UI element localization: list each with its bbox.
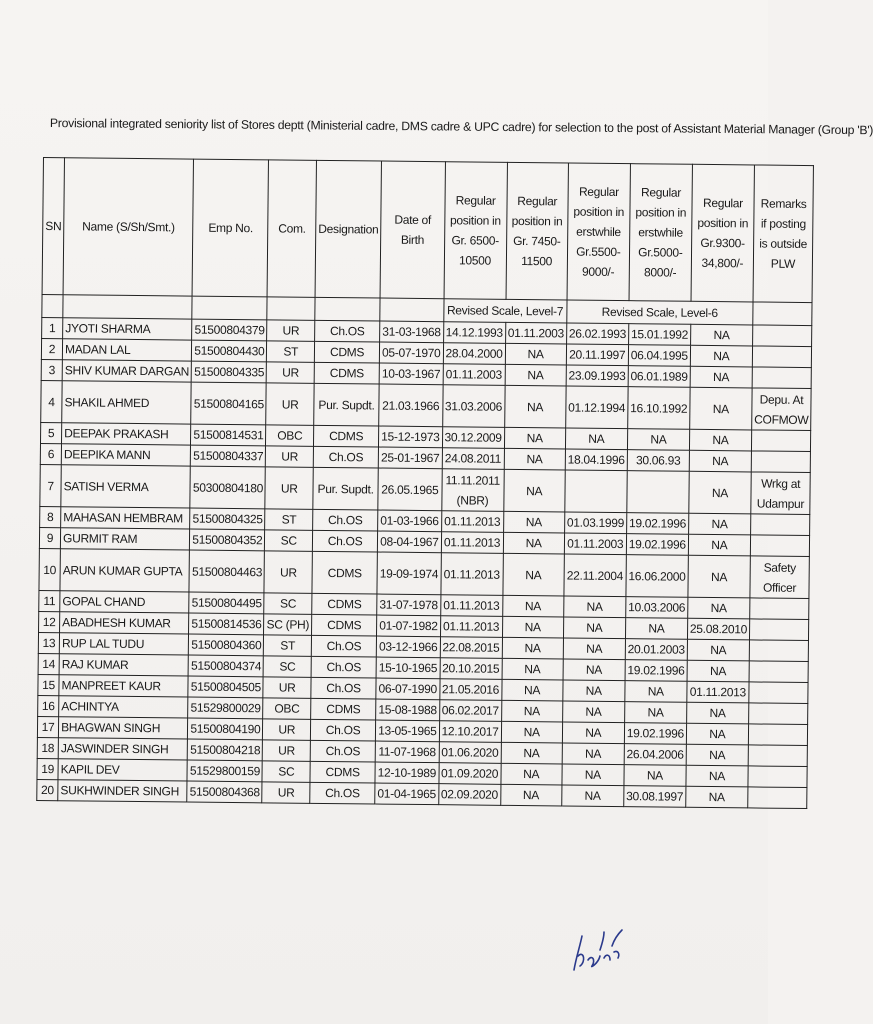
- cell-name: BHAGWAN SINGH: [58, 717, 187, 739]
- cell-regular-7450: NA: [504, 385, 566, 428]
- cell-community: SC (PH): [264, 614, 312, 635]
- cell-remarks: [752, 346, 811, 368]
- cell-date-of-birth: 03-12-1966: [376, 636, 440, 658]
- cell-regular-9300: NA: [690, 324, 752, 346]
- cell-designation: Pur. Supdt.: [313, 467, 379, 510]
- cell-name: MAHASAN HEMBRAM: [61, 507, 190, 529]
- cell-community: UR: [262, 782, 310, 803]
- header-designation: Designation: [315, 160, 382, 298]
- cell-designation: Ch.OS: [313, 509, 378, 531]
- cell-emp-no: 51500804430: [192, 340, 267, 362]
- cell-sn: 5: [40, 422, 61, 443]
- cell-regular-6500: 01.11.2013: [440, 616, 502, 638]
- cell-date-of-birth: 12-10-1989: [375, 762, 439, 784]
- header-name: Name (S/Sh/Smt.): [63, 158, 194, 296]
- cell-name: GURMIT RAM: [60, 528, 189, 550]
- cell-emp-no: 51529800029: [188, 697, 263, 719]
- cell-remarks: [749, 619, 808, 641]
- cell-date-of-birth: 08-04-1967: [378, 531, 442, 553]
- scale-blank-cell: [63, 295, 192, 319]
- cell-designation: Ch.OS: [310, 740, 375, 762]
- cell-designation: Ch.OS: [312, 530, 377, 552]
- cell-sn: 12: [39, 611, 60, 632]
- cell-regular-9300: NA: [690, 366, 752, 388]
- cell-regular-6500: 31.03.2006: [442, 385, 504, 428]
- cell-regular-7450: NA: [503, 553, 565, 596]
- cell-regular-7450: NA: [503, 511, 564, 533]
- cell-name: SHIV KUMAR DARGAN: [62, 360, 191, 382]
- cell-remarks: [748, 724, 807, 746]
- cell-community: UR: [266, 446, 314, 467]
- cell-sn: 7: [40, 464, 62, 506]
- cell-regular-5500: NA: [562, 701, 624, 723]
- cell-regular-7450: NA: [501, 679, 562, 701]
- cell-remarks: [748, 787, 807, 809]
- cell-regular-6500: 24.08.2011: [442, 448, 504, 470]
- cell-community: OBC: [266, 425, 314, 446]
- cell-emp-no: 51500804352: [190, 529, 265, 551]
- cell-regular-7450: NA: [502, 658, 563, 680]
- header-date-of-birth: Date of Birth: [380, 161, 445, 299]
- cell-regular-7450: NA: [505, 343, 566, 365]
- cell-remarks: [752, 325, 811, 347]
- cell-regular-6500: 01.11.2003: [443, 364, 505, 386]
- scale-blank-cell: [380, 298, 444, 322]
- cell-regular-9300: NA: [688, 597, 750, 619]
- cell-regular-5500: [565, 470, 627, 513]
- cell-emp-no: 51500804505: [188, 676, 263, 698]
- cell-designation: CDMS: [310, 761, 375, 783]
- cell-date-of-birth: 15-12-1973: [379, 426, 443, 448]
- cell-name: SATISH VERMA: [61, 465, 191, 508]
- cell-name: MADAN LAL: [62, 339, 191, 361]
- cell-date-of-birth: 01-03-1966: [378, 510, 442, 532]
- cell-sn: 16: [38, 695, 59, 716]
- cell-regular-7450: NA: [502, 616, 563, 638]
- cell-date-of-birth: 11-07-1968: [375, 741, 439, 763]
- cell-regular-9300: 25.08.2010: [687, 618, 749, 640]
- cell-date-of-birth: 06-07-1990: [376, 678, 440, 700]
- cell-emp-no: 51500804368: [187, 781, 262, 803]
- cell-remarks: [751, 514, 810, 536]
- cell-regular-9300: NA: [686, 765, 748, 787]
- cell-community: ST: [265, 509, 313, 530]
- cell-designation: Ch.OS: [311, 677, 376, 699]
- table-body: [37, 317, 812, 808]
- seniority-table-container: [36, 157, 814, 809]
- cell-regular-6500: 01.11.2013: [441, 532, 503, 554]
- cell-name: SHAKIL AHMED: [62, 381, 192, 424]
- cell-regular-6500: 02.09.2020: [438, 784, 500, 806]
- cell-regular-9300: NA: [689, 471, 751, 514]
- cell-name: SUKHWINDER SINGH: [58, 780, 187, 802]
- cell-designation: CDMS: [311, 698, 376, 720]
- cell-regular-5000: 30.06.93: [627, 450, 689, 472]
- cell-regular-5500: NA: [562, 764, 624, 786]
- cell-regular-5500: NA: [565, 428, 627, 450]
- cell-emp-no: 51500804495: [189, 592, 264, 614]
- cell-regular-5000: 10.03.2006: [626, 597, 688, 619]
- cell-regular-7450: NA: [503, 532, 564, 554]
- cell-date-of-birth: 15-10-1965: [376, 657, 440, 679]
- cell-regular-6500: 01.11.2013: [441, 511, 503, 533]
- cell-remarks: Safety Officer: [750, 556, 810, 599]
- cell-regular-6500: 01.09.2020: [438, 763, 500, 785]
- cell-community: ST: [264, 635, 312, 656]
- cell-remarks: Wrkg at Udampur: [751, 472, 811, 515]
- cell-community: SC: [262, 761, 310, 782]
- cell-date-of-birth: 21.03.1966: [379, 384, 443, 427]
- cell-regular-5000: NA: [624, 765, 686, 787]
- cell-date-of-birth: 05-07-1970: [379, 342, 443, 364]
- cell-regular-7450: NA: [501, 721, 562, 743]
- cell-regular-6500: 28.04.2000: [443, 343, 505, 365]
- cell-regular-5000: NA: [627, 429, 689, 451]
- cell-regular-7450: NA: [500, 784, 561, 806]
- cell-regular-5000: 16.10.1992: [628, 387, 690, 430]
- cell-regular-7450: NA: [502, 595, 563, 617]
- cell-date-of-birth: 13-05-1965: [376, 720, 440, 742]
- cell-date-of-birth: 31-07-1978: [377, 594, 441, 616]
- seniority-table: [36, 157, 814, 809]
- cell-sn: 10: [39, 548, 61, 590]
- header-regular-5500: Regular position in erstwhile Gr.5500-9000/-: [567, 163, 630, 301]
- cell-regular-6500: 01.06.2020: [439, 742, 501, 764]
- cell-regular-5500: NA: [562, 743, 624, 765]
- cell-designation: Pur. Supdt.: [314, 383, 380, 426]
- scale-blank-cell: [315, 297, 380, 321]
- cell-remarks: [752, 367, 811, 389]
- cell-remarks: Depu. At COFMOW: [752, 388, 812, 431]
- cell-regular-6500: 20.10.2015: [440, 658, 502, 680]
- cell-regular-5000: 06.04.1995: [628, 345, 690, 367]
- cell-remarks: [751, 430, 810, 452]
- cell-regular-7450: NA: [502, 637, 563, 659]
- cell-sn: 4: [41, 380, 63, 422]
- cell-remarks: [751, 451, 810, 473]
- cell-community: UR: [263, 677, 311, 698]
- cell-remarks: [748, 745, 807, 767]
- cell-regular-5000: NA: [624, 702, 686, 724]
- cell-designation: Ch.OS: [313, 446, 378, 468]
- cell-name: ARUN KUMAR GUPTA: [60, 549, 190, 592]
- cell-community: SC: [264, 593, 312, 614]
- cell-regular-9300: NA: [686, 744, 748, 766]
- cell-regular-6500: 01.11.2013: [440, 595, 502, 617]
- cell-sn: 2: [41, 338, 62, 359]
- header-regular-7450: Regular position in Gr. 7450-11500: [506, 162, 569, 300]
- cell-emp-no: 51500804218: [188, 739, 263, 761]
- cell-regular-9300: NA: [687, 639, 749, 661]
- cell-regular-6500: 21.05.2016: [439, 679, 501, 701]
- cell-regular-5000: 19.02.1996: [626, 513, 688, 535]
- cell-sn: 6: [40, 443, 61, 464]
- header-remarks: Remarks if posting is outside PLW: [753, 165, 814, 303]
- handwritten-signature: [568, 910, 628, 980]
- cell-emp-no: 51500804325: [190, 508, 265, 530]
- cell-regular-6500: 12.10.2017: [439, 721, 501, 743]
- cell-date-of-birth: 15-08-1988: [376, 699, 440, 721]
- cell-regular-7450: NA: [501, 763, 562, 785]
- cell-sn: 14: [38, 653, 59, 674]
- cell-regular-6500: 14.12.1993: [443, 322, 505, 344]
- cell-regular-5500: 23.09.1993: [566, 365, 628, 387]
- cell-remarks: [750, 598, 809, 620]
- cell-name: ABADHESH KUMAR: [60, 612, 189, 634]
- cell-regular-5500: 22.11.2004: [564, 554, 626, 597]
- cell-regular-5500: NA: [561, 785, 623, 807]
- cell-regular-9300: NA: [686, 723, 748, 745]
- cell-community: UR: [266, 383, 314, 425]
- cell-remarks: [748, 766, 807, 788]
- cell-sn: 1: [42, 317, 63, 338]
- cell-emp-no: 51500804335: [191, 361, 266, 383]
- cell-name: RUP LAL TUDU: [59, 633, 188, 655]
- cell-regular-5500: 18.04.1996: [565, 449, 627, 471]
- cell-regular-5500: 01.03.1999: [564, 512, 626, 534]
- cell-regular-5000: 19.02.1996: [626, 534, 688, 556]
- cell-regular-7450: NA: [501, 700, 562, 722]
- cell-emp-no: 51500804379: [192, 319, 267, 341]
- cell-designation: CDMS: [314, 425, 379, 447]
- cell-regular-5000: 15.01.1992: [628, 324, 690, 346]
- cell-designation: CDMS: [314, 362, 379, 384]
- cell-regular-9300: NA: [686, 786, 748, 808]
- cell-regular-5500: 01.11.2003: [564, 533, 626, 555]
- cell-regular-9300: NA: [689, 429, 751, 451]
- cell-community: UR: [264, 551, 312, 593]
- cell-regular-5000: 26.04.2006: [624, 744, 686, 766]
- cell-regular-7450: NA: [501, 742, 562, 764]
- cell-regular-9300: 01.11.2013: [687, 681, 749, 703]
- cell-regular-7450: NA: [504, 427, 565, 449]
- cell-name: JYOTI SHARMA: [63, 318, 192, 340]
- cell-regular-6500: 06.02.2017: [439, 700, 501, 722]
- cell-regular-5000: 30.08.1997: [624, 786, 686, 808]
- cell-regular-5000: 20.01.2003: [625, 639, 687, 661]
- cell-regular-7450: NA: [505, 364, 566, 386]
- cell-name: JASWINDER SINGH: [58, 738, 187, 760]
- scale-level6-label: Revised Scale, Level-6: [567, 300, 753, 325]
- cell-regular-9300: NA: [690, 387, 752, 430]
- cell-designation: CDMS: [312, 614, 377, 636]
- cell-name: DEEPAK PRAKASH: [62, 423, 191, 445]
- header-regular-6500: Regular position in Gr. 6500-10500: [444, 162, 507, 300]
- cell-emp-no: 51500804360: [189, 634, 264, 656]
- cell-regular-5500: NA: [563, 596, 625, 618]
- cell-regular-5000: NA: [625, 681, 687, 703]
- header-community: Com.: [268, 160, 317, 297]
- cell-regular-9300: NA: [688, 513, 750, 535]
- cell-date-of-birth: 01-07-1982: [377, 615, 441, 637]
- cell-name: RAJ KUMAR: [59, 654, 188, 676]
- cell-regular-5000: 19.02.1996: [625, 660, 687, 682]
- cell-community: UR: [267, 320, 315, 341]
- cell-regular-5000: 06.01.1989: [628, 366, 690, 388]
- cell-emp-no: 51500804374: [188, 655, 263, 677]
- cell-sn: 3: [41, 359, 62, 380]
- cell-date-of-birth: 26.05.1965: [378, 468, 442, 511]
- cell-emp-no: 51500804463: [189, 550, 265, 593]
- cell-designation: Ch.OS: [311, 656, 376, 678]
- cell-community: UR: [263, 740, 311, 761]
- cell-date-of-birth: 25-01-1967: [378, 447, 442, 469]
- cell-designation: CDMS: [312, 593, 377, 615]
- cell-regular-5500: NA: [563, 680, 625, 702]
- cell-regular-5500: NA: [563, 659, 625, 681]
- cell-regular-5500: NA: [562, 722, 624, 744]
- cell-emp-no: 51500804190: [188, 718, 263, 740]
- cell-regular-5500: NA: [563, 638, 625, 660]
- header-emp-no: Emp No.: [192, 159, 269, 297]
- cell-regular-9300: NA: [688, 534, 750, 556]
- cell-community: SC: [264, 656, 312, 677]
- cell-remarks: [749, 640, 808, 662]
- header-regular-5000: Regular position in erstwhile Gr.5000-8000/-: [629, 164, 692, 302]
- cell-date-of-birth: 10-03-1967: [379, 363, 443, 385]
- cell-regular-5000: 19.02.1996: [624, 723, 686, 745]
- cell-emp-no: 50300804180: [190, 466, 266, 509]
- cell-community: UR: [267, 362, 315, 383]
- cell-emp-no: 51500804165: [191, 382, 267, 425]
- cell-name: ACHINTYA: [59, 696, 188, 718]
- scale-blank-cell: [192, 296, 267, 320]
- cell-regular-5500: 20.11.1997: [566, 344, 628, 366]
- cell-regular-5000: NA: [625, 618, 687, 640]
- cell-sn: 13: [38, 632, 59, 653]
- cell-name: KAPIL DEV: [58, 759, 187, 781]
- cell-date-of-birth: 31-03-1968: [380, 321, 444, 343]
- cell-sn: 9: [39, 527, 60, 548]
- cell-remarks: [749, 703, 808, 725]
- cell-regular-6500: 30.12.2009: [442, 427, 504, 449]
- cell-community: OBC: [263, 698, 311, 719]
- cell-regular-6500: 11.11.2011 (NBR): [441, 469, 503, 512]
- cell-date-of-birth: 19-09-1974: [377, 552, 441, 595]
- header-regular-9300: Regular position in Gr.9300-34,800/-: [691, 164, 754, 302]
- cell-sn: 11: [39, 590, 60, 611]
- cell-remarks: [749, 661, 808, 683]
- cell-sn: 8: [40, 506, 61, 527]
- cell-regular-5500: 01.12.1994: [565, 386, 627, 429]
- scale-blank-cell: [42, 294, 63, 317]
- cell-emp-no: 51500814536: [189, 613, 264, 635]
- cell-designation: Ch.OS: [310, 719, 375, 741]
- cell-sn: 15: [38, 674, 59, 695]
- cell-sn: 20: [37, 779, 58, 800]
- scale-blank-cell: [267, 297, 315, 320]
- cell-designation: Ch.OS: [311, 635, 376, 657]
- cell-sn: 17: [37, 716, 58, 737]
- cell-community: ST: [267, 341, 315, 362]
- cell-regular-6500: 01.11.2013: [440, 553, 502, 596]
- cell-date-of-birth: 01-04-1965: [375, 783, 439, 805]
- cell-name: DEEPIKA MANN: [61, 444, 190, 466]
- cell-regular-7450: 01.11.2003: [505, 322, 566, 344]
- cell-designation: CDMS: [314, 341, 379, 363]
- cell-emp-no: 51529800159: [187, 760, 262, 782]
- cell-regular-9300: NA: [689, 450, 751, 472]
- document-title: Provisional integrated seniority list of Stores deptt (Ministerial cadre, DMS cadre & UPC cadre) for selection to the post of Assistant Material Manager (Group 'B'): [49, 116, 873, 138]
- header-sn: SN: [42, 158, 65, 295]
- cell-community: SC: [265, 530, 313, 551]
- cell-community: UR: [265, 467, 313, 509]
- cell-emp-no: 51500814531: [191, 424, 266, 446]
- scale-level7-label: Revised Scale, Level-7: [443, 299, 566, 323]
- cell-regular-9300: NA: [686, 702, 748, 724]
- cell-name: MANPREET KAUR: [59, 675, 188, 697]
- cell-regular-9300: NA: [688, 555, 750, 598]
- cell-regular-6500: 22.08.2015: [440, 637, 502, 659]
- cell-remarks: [749, 682, 808, 704]
- cell-regular-7450: NA: [503, 469, 565, 512]
- table-header-row: [42, 158, 814, 303]
- cell-designation: Ch.OS: [310, 782, 375, 804]
- cell-regular-5000: [627, 471, 689, 514]
- cell-regular-5000: 16.06.2000: [626, 555, 688, 598]
- cell-designation: CDMS: [312, 551, 378, 594]
- cell-regular-7450: NA: [504, 448, 565, 470]
- cell-remarks: [750, 535, 809, 557]
- cell-emp-no: 51500804337: [191, 445, 266, 467]
- scale-blank-cell: [753, 302, 812, 326]
- cell-regular-9300: NA: [687, 660, 749, 682]
- cell-sn: 19: [37, 758, 58, 779]
- cell-designation: Ch.OS: [315, 320, 380, 342]
- cell-regular-5500: NA: [563, 617, 625, 639]
- cell-community: UR: [263, 719, 311, 740]
- cell-regular-9300: NA: [690, 345, 752, 367]
- cell-regular-5500: 26.02.1993: [566, 323, 628, 345]
- cell-name: GOPAL CHAND: [60, 591, 189, 613]
- cell-sn: 18: [37, 737, 58, 758]
